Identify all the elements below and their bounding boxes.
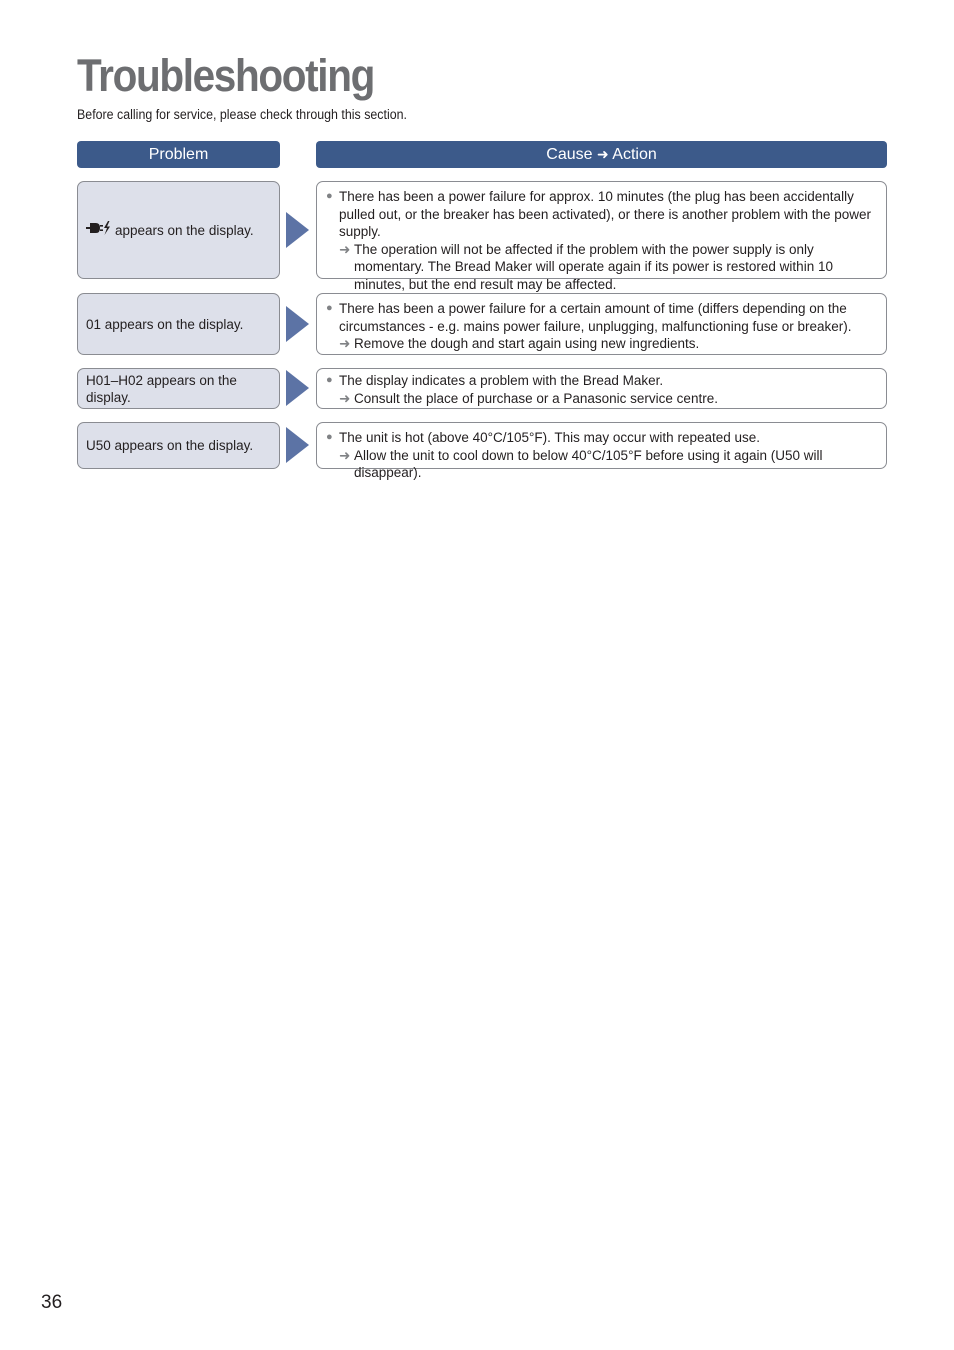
bullet-icon: ● <box>326 190 333 202</box>
bullet-icon: ● <box>326 431 333 443</box>
problem-cell-01 <box>77 293 280 355</box>
problem-text: appears on the display. <box>115 222 254 238</box>
problem-cell-u50 <box>77 422 280 469</box>
cause-text: There has been a power failure for approx. 10 minutes (the plug has been accidentally pulled out, or the breaker has been activated), or there is another problem with the power supply. <box>339 189 872 239</box>
problem-header-label: Problem <box>148 146 209 163</box>
page-title: Troubleshooting <box>77 50 374 101</box>
arrow-icon: ➜ <box>339 390 351 406</box>
cause-text: The unit is hot (above 40°C/105°F). This may occur with repeated use. <box>339 430 761 445</box>
problem-cell-h01-h02 <box>77 368 280 409</box>
arrow-icon: ➜ <box>596 146 609 162</box>
problem-text: 01 appears on the display. <box>86 316 244 332</box>
intro-text: Before calling for service, please check through this section. <box>77 107 407 122</box>
action-text: The operation will not be affected if the problem with the power supply is only momentary. The Bread Maker will operate again if its power is restored within 10 minutes, but the end result may be affected. <box>354 241 833 292</box>
cause-cell <box>316 422 887 480</box>
page-number: 36 <box>41 1292 63 1313</box>
arrow-triangle-icon <box>286 212 309 248</box>
cause-cell <box>316 181 887 292</box>
action-text: Remove the dough and start again using new ingredients. <box>354 336 700 351</box>
problem-text: H01–H02 appears on the display. <box>86 372 237 405</box>
arrow-triangle-icon <box>286 427 309 463</box>
cause-header-label: Cause <box>546 146 593 163</box>
action-text: Allow the unit to cool down to below 40°C/105°F before using it again (U50 will disappear). <box>354 447 823 480</box>
cause-text: The display indicates a problem with the Bread Maker. <box>339 373 664 388</box>
problem-cell-power-failure <box>77 181 280 279</box>
arrow-icon: ➜ <box>339 336 351 351</box>
cause-action-column-header <box>316 141 887 168</box>
problem-text: U50 appears on the display. <box>86 438 254 453</box>
cause-cell <box>316 293 887 355</box>
arrow-triangle-icon <box>286 306 309 342</box>
arrow-icon: ➜ <box>339 241 351 257</box>
cause-cell <box>316 368 887 409</box>
problem-column-header <box>77 141 280 168</box>
action-header-label: Action <box>612 146 657 163</box>
power-failure-plug-icon <box>86 221 112 239</box>
bullet-icon: ● <box>326 302 333 314</box>
cause-text: There has been a power failure for a certain amount of time (differs depending on the circumstances - e.g. mains power failure, unplugging, malfunctioning fuse or breaker). <box>339 301 852 334</box>
action-text: Consult the place of purchase or a Panasonic service centre. <box>354 390 718 406</box>
arrow-icon: ➜ <box>339 447 351 463</box>
bullet-icon: ● <box>326 374 333 386</box>
arrow-triangle-icon <box>286 370 309 406</box>
